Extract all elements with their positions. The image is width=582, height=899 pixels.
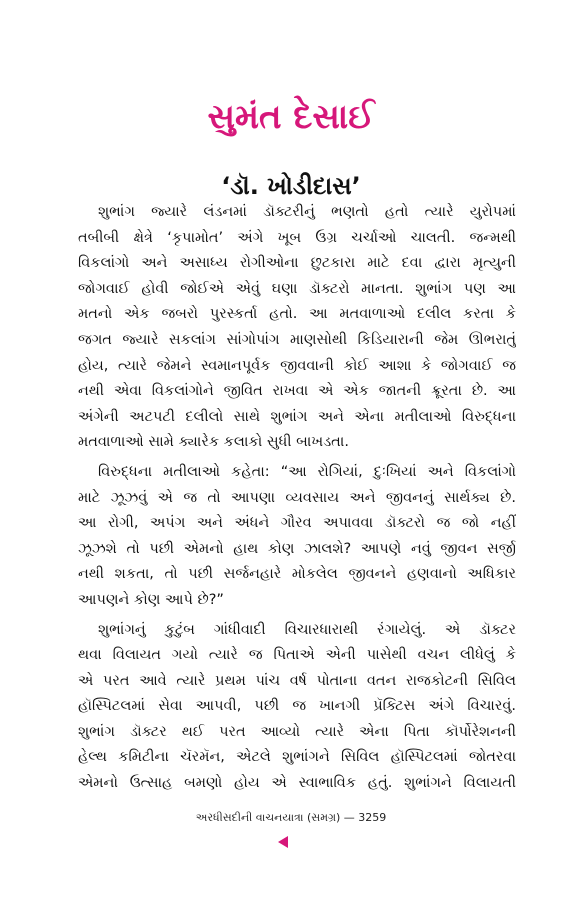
text-line: હૉસ્પિટલમાં સેવા આપવી, પછી જ ખાનગી પ્રૅક્ટિસ અંગે વિચારવું. bbox=[78, 698, 516, 715]
story-title: ‘ડૉ. ખોડીદાસ’ bbox=[221, 171, 361, 200]
text-line: મતવાળાઓ સામે ક્યારેક કલાકો સુધી બાખડતા. bbox=[78, 434, 349, 451]
triangle-left-icon[interactable] bbox=[278, 836, 288, 848]
page-footer: અરધીસદીની વાચનયાત્રા (સમગ્ર) — 3259 bbox=[195, 811, 387, 824]
text-line: જોગવાઈ હોવી જોઈએ એવું ઘણા ડૉક્ટરો માનતા. શુભાંગ પણ આ bbox=[78, 280, 516, 297]
text-line: તબીબી ક્ષેત્રે ‘કૃપામોત’ અંગે ખૂબ ઉગ્ર ચર્ચાઓ ચાલતી. જન્મથી bbox=[78, 229, 516, 246]
text-line: વિકલાંગો અને અસાધ્ય રોગીઓના છુટકારા માટે દવા દ્વારા મૃત્યુની bbox=[78, 255, 516, 272]
story-body bbox=[78, 200, 516, 797]
paragraph-1 bbox=[78, 200, 516, 456]
paragraph-3 bbox=[78, 618, 516, 797]
text-line: નથી શકતા, તો પછી સર્જનહારે મોકલેલ જીવનને હણવાનો અધિકાર bbox=[78, 566, 516, 583]
paragraph-2 bbox=[78, 460, 516, 614]
text-line: શુભાંગ જ્યારે લંડનમાં ડૉક્ટરીનું ભણતો હતો ત્યારે યુરોપમાં bbox=[98, 204, 516, 220]
text-line: ઝૂઝશે તો પછી એમનો હાથ કોણ ઝાલશે? આપણે નવું જીવન સર્જી bbox=[78, 540, 516, 557]
text-line: શુભાંગ ડૉક્ટર થઈ પરત આવ્યો ત્યારે એના પિતા કૉર્પોરેશનની bbox=[78, 723, 516, 740]
text-line: નથી એવા વિકલાંગોને જીવિત રાખવા એ એક જાતની ક્રૂરતા છે. આ bbox=[78, 383, 516, 400]
text-line: આપણને કોણ આપે છે?” bbox=[78, 591, 224, 608]
text-line: વિરુદ્ધના મતીલાઓ કહેતા: “આ રોગિયાં, દુઃખિયાં અને વિકલાંગો bbox=[98, 463, 516, 480]
text-line: શુભાંગનું કુટુંબ ગાંધીવાદી વિચારધારાથી રંગાયેલું. એ ડૉક્ટર bbox=[98, 621, 516, 638]
text-line: અંગેની અટપટી દલીલો સાથે શુભાંગ અને એના મતીલાઓ વિરુદ્ધના bbox=[78, 408, 516, 425]
text-line: થવા વિલાયત ગયો ત્યારે જ પિતાએ એની પાસેથી વચન લીધેલું કે bbox=[78, 647, 516, 664]
text-line: હોય, ત્યારે જેમને સ્વમાનપૂર્વક જીવવાની કોઈ આશા કે જોગવાઈ જ bbox=[78, 357, 516, 374]
text-line: જગત જ્યારે સકલાંગ સાંગોપાંગ માણસોથી કિડિયારાની જેમ ઊભરાતું bbox=[78, 331, 516, 348]
text-line: મતનો એક જબરો પુરસ્કર્તા હતો. આ મતવાળાઓ દલીલ કરતા કે bbox=[78, 306, 516, 323]
text-line: એમનો ઉત્સાહ બમણો હોય એ સ્વાભાવિક હતું. શુભાંગને વિલાયતી bbox=[78, 775, 516, 792]
text-line: માટે ઝૂઝવું એ જ તો આપણા વ્યવસાય અને જીવનનું સાર્થક્ય છે. bbox=[78, 489, 516, 506]
text-line: એ પરત આવે ત્યારે પ્રથમ પાંચ વર્ષ પોતાના વતન રાજકોટની સિવિલ bbox=[78, 672, 516, 689]
text-line: આ રોગી, અપંગ અને અંધને ગૌરવ અપાવવા ડૉક્ટરો જ જો નહીં bbox=[78, 515, 516, 532]
text-line: હેલ્થ કમિટીના ચૅરમૅન, એટલે શુભાંગને સિવિલ હૉસ્પિટલમાં જોતરવા bbox=[78, 749, 516, 766]
author-name: સુમંત દેસાઈ bbox=[207, 96, 375, 137]
